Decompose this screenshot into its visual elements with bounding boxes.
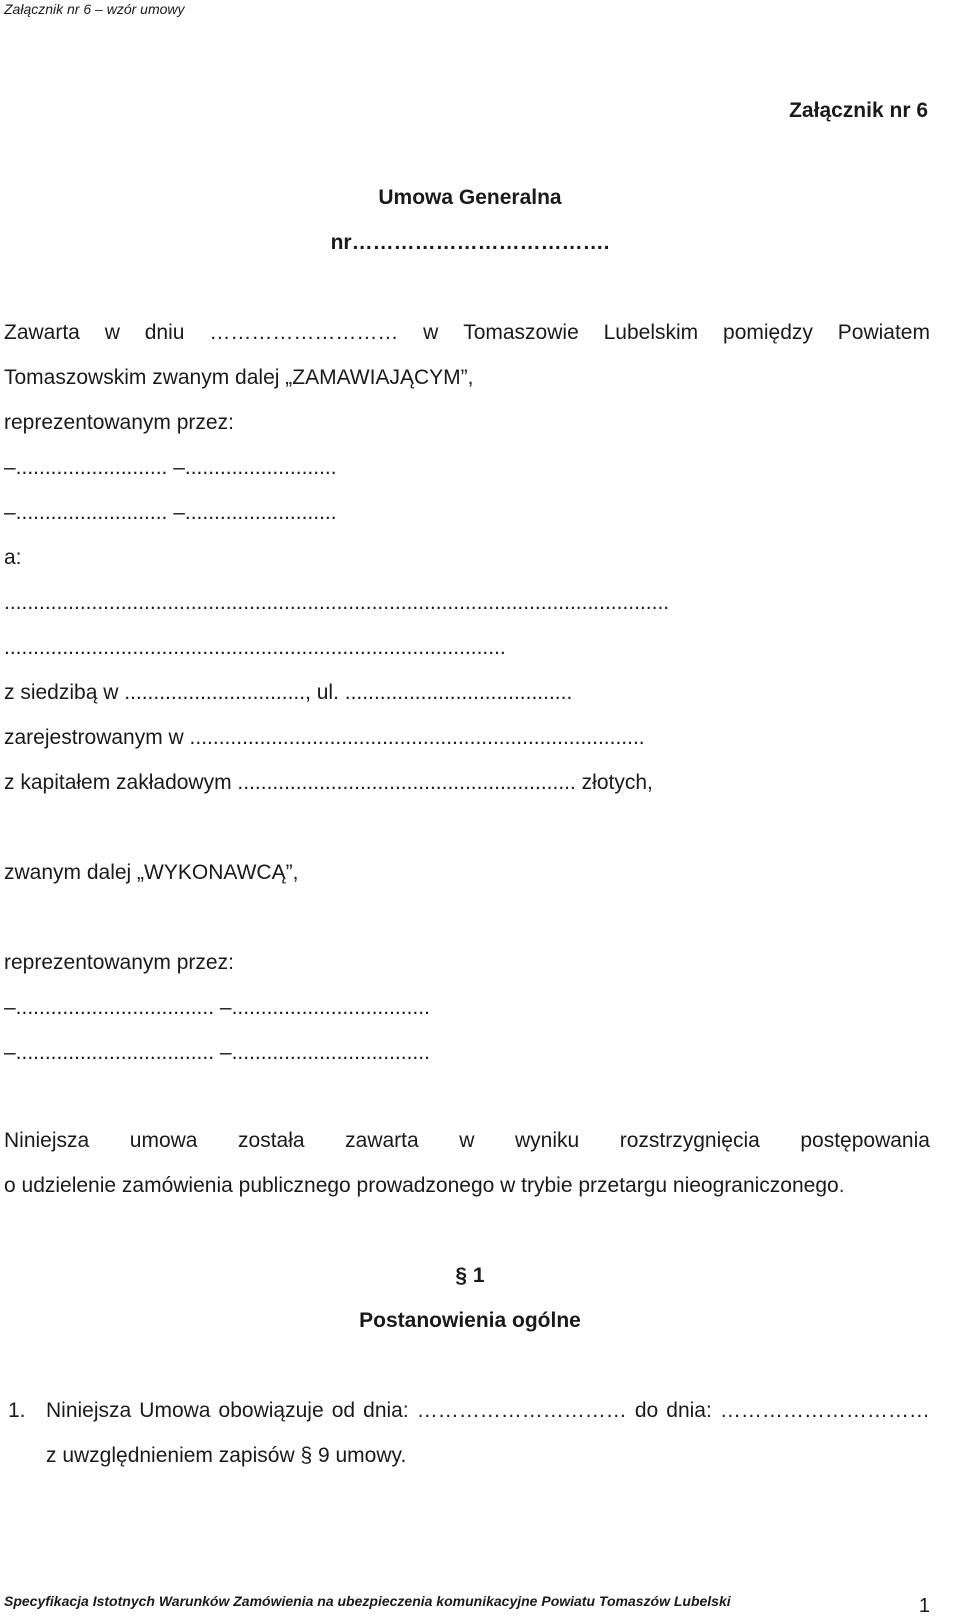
word: postępowania bbox=[800, 1129, 930, 1152]
clause-number: 1. bbox=[8, 1399, 26, 1422]
word: Niniejsza bbox=[4, 1129, 90, 1152]
contractor-label: zwanym dalej „WYKONAWCĄ”, bbox=[4, 861, 299, 884]
attachment-title: Załącznik nr 6 bbox=[789, 99, 928, 122]
word: umowa bbox=[129, 1129, 198, 1152]
contract-title: Umowa Generalna bbox=[378, 186, 562, 209]
document-footer: Specyfikacja Istotnych Warunków Zamówienia na ubezpieczenia komunikacyjne Powiatu Tomaszów Lubelski bbox=[4, 1593, 731, 1609]
representative-line-2: –.......................... –.......................... bbox=[4, 501, 337, 524]
intro-text: o udzielenie zamówienia publicznego prowadzonego w trybie przetargu nieograniczonego bbox=[4, 1174, 839, 1197]
word: została bbox=[238, 1129, 305, 1152]
intro-end-dot: . bbox=[838, 1174, 845, 1197]
intro-line-2 bbox=[4, 1173, 845, 1199]
representative-line-3: –.................................. –.................................. bbox=[4, 996, 430, 1019]
end-date-placeholder: ………………………… bbox=[719, 1399, 930, 1422]
word: w bbox=[423, 321, 439, 344]
page-number: 1 bbox=[918, 1595, 930, 1617]
word: Umowa bbox=[139, 1399, 211, 1422]
word: w bbox=[459, 1129, 475, 1152]
word: Tomaszowie bbox=[463, 321, 579, 344]
word: Lubelskim bbox=[603, 321, 699, 344]
parties-line-2: Tomaszowskim zwanym dalej „ZAMAWIAJĄCYM”, bbox=[4, 366, 474, 389]
section-number: § 1 bbox=[455, 1264, 485, 1287]
word: Niniejsza bbox=[46, 1399, 132, 1422]
contractor-name-dots-2: ...................................................................................... bbox=[4, 636, 506, 659]
registered-line: zarejestrowanym w .............................................................................. bbox=[4, 726, 645, 749]
clause-1-line-2: z uwzględnieniem zapisów § 9 umowy. bbox=[46, 1444, 407, 1467]
word: obowiązuje bbox=[218, 1399, 324, 1422]
word: dniu bbox=[144, 321, 185, 344]
representative-line-4: –.................................. –.................................. bbox=[4, 1041, 430, 1064]
parties-line-1 bbox=[4, 320, 930, 346]
capital-line: z kapitałem zakładowym .......................................................... złotych, bbox=[4, 771, 653, 794]
word: wyniku bbox=[514, 1129, 580, 1152]
contract-number: nr………………………………. bbox=[330, 231, 610, 254]
word: pomiędzy bbox=[723, 321, 813, 344]
word: zawarta bbox=[345, 1129, 419, 1152]
represented-by-label-2: reprezentowanym przez: bbox=[4, 951, 234, 974]
word: dnia: bbox=[666, 1399, 712, 1422]
section-title: Postanowienia ogólne bbox=[359, 1309, 581, 1332]
represented-by-label: reprezentowanym przez: bbox=[4, 411, 234, 434]
representative-line-1: –.......................... –.......................... bbox=[4, 456, 337, 479]
clause-1-line-1 bbox=[46, 1398, 930, 1424]
word: do bbox=[634, 1399, 659, 1422]
word: rozstrzygnięcia bbox=[619, 1129, 760, 1152]
word: w bbox=[104, 321, 120, 344]
word: Powiatem bbox=[837, 321, 930, 344]
document-header: Załącznik nr 6 – wzór umowy bbox=[4, 1, 185, 17]
and-label: a: bbox=[4, 546, 22, 569]
word: dnia: bbox=[363, 1399, 409, 1422]
intro-line-1 bbox=[4, 1128, 930, 1154]
start-date-placeholder: ………………………… bbox=[416, 1399, 627, 1422]
contractor-name-dots-1: .................................................................................................................. bbox=[4, 591, 670, 614]
word: od bbox=[331, 1399, 356, 1422]
date-placeholder: ……………………… bbox=[209, 321, 399, 344]
word: Zawarta bbox=[4, 321, 80, 344]
seat-line: z siedzibą w ..............................., ul. ....................................... bbox=[4, 681, 573, 704]
